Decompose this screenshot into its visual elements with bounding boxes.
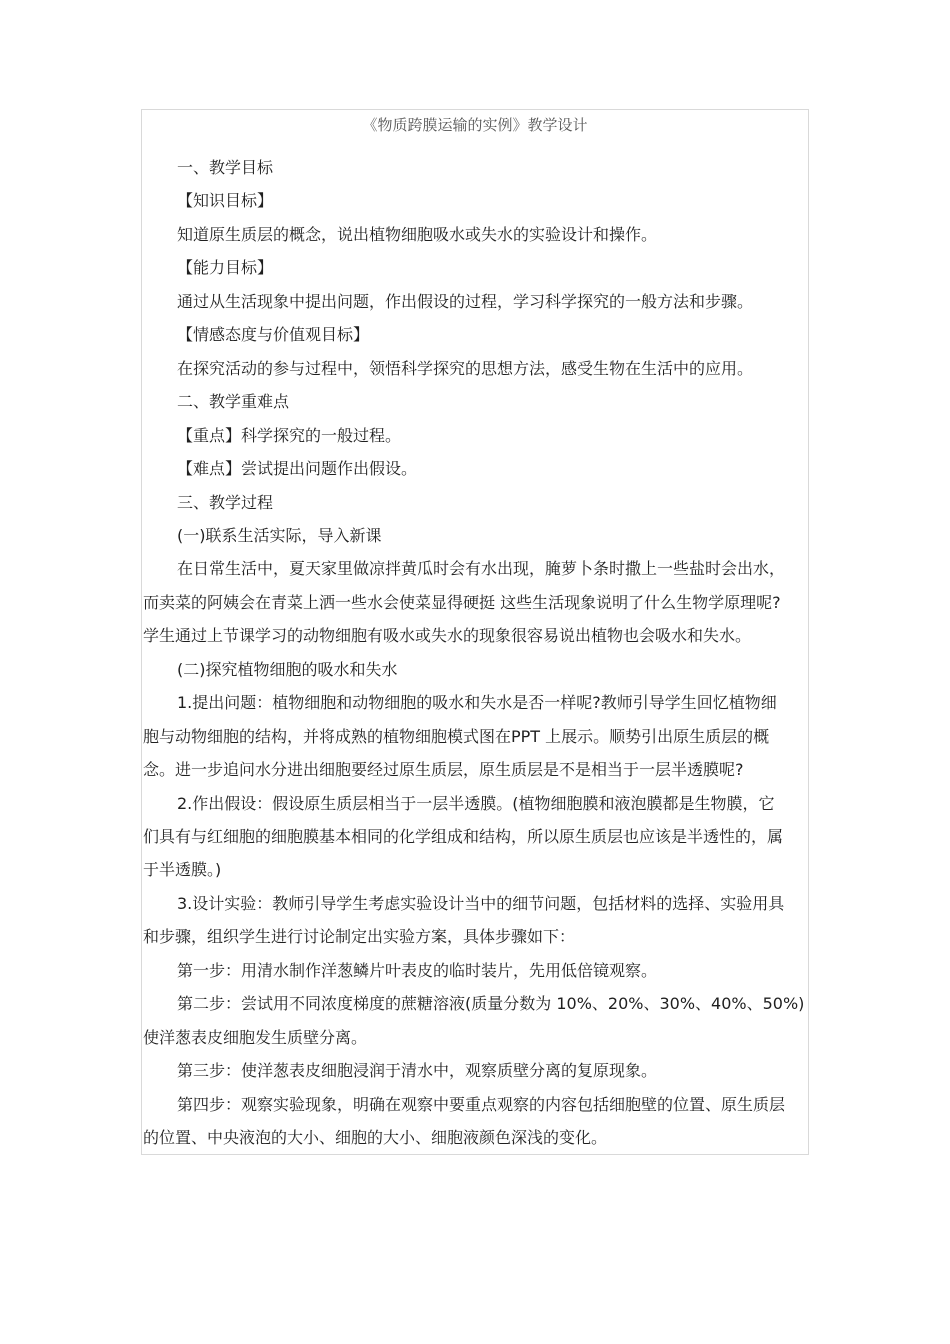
text-line: 而卖菜的阿姨会在青菜上洒一些水会使菜显得硬挺 这些生活现象说明了什么生物学原理呢? bbox=[143, 592, 781, 612]
document-title: 《物质跨膜运输的实例》教学设计 bbox=[362, 116, 588, 134]
text-line: 1.提出问题：植物细胞和动物细胞的吸水和失水是否一样呢?教师引导学生回忆植物细 bbox=[177, 693, 777, 713]
text-line: (一)联系生活实际，导入新课 bbox=[177, 525, 382, 545]
text-line: 3.设计实验：教师引导学生考虑实验设计当中的细节问题，包括材料的选择、实验用具 bbox=[177, 893, 785, 913]
text-line: 在探究活动的参与过程中，领悟科学探究的思想方法，感受生物在生活中的应用。 bbox=[177, 358, 754, 378]
text-line: 第三步：使洋葱表皮细胞浸润于清水中，观察质壁分离的复原现象。 bbox=[177, 1061, 658, 1081]
text-line: 第一步：用清水制作洋葱鳞片叶表皮的临时装片，先用低倍镜观察。 bbox=[177, 960, 658, 980]
text-line: 三、教学过程 bbox=[177, 492, 274, 512]
text-line: (二)探究植物细胞的吸水和失水 bbox=[177, 659, 398, 679]
text-line: 二、教学重难点 bbox=[177, 392, 290, 412]
text-line: 知道原生质层的概念，说出植物细胞吸水或失水的实验设计和操作。 bbox=[177, 224, 658, 244]
text-line: 的位置、中央液泡的大小、细胞的大小、细胞液颜色深浅的变化。 bbox=[143, 1128, 608, 1148]
text-line: 胞与动物细胞的结构，并将成熟的植物细胞模式图在PPT 上展示。顺势引出原生质层的概 bbox=[143, 726, 770, 746]
text-line: 【难点】尝试提出问题作出假设。 bbox=[177, 459, 418, 479]
text-line: 第二步：尝试用不同浓度梯度的蔗糖溶液(质量分数为 10%、20%、30%、40%、50%) bbox=[177, 994, 805, 1014]
text-line: 2.作出假设：假设原生质层相当于一层半透膜。(植物细胞膜和液泡膜都是生物膜，它 bbox=[177, 793, 775, 813]
text-line: 在日常生活中，夏天家里做凉拌黄瓜时会有水出现，腌萝卜条时撒上一些盐时会出水， bbox=[177, 559, 786, 579]
text-line: 【能力目标】 bbox=[177, 258, 274, 278]
text-line: 使洋葱表皮细胞发生质壁分离。 bbox=[143, 1027, 368, 1047]
text-line: 于半透膜。) bbox=[143, 860, 222, 880]
text-line: 和步骤，组织学生进行讨论制定出实验方案，具体步骤如下： bbox=[143, 927, 576, 947]
text-line: 通过从生活现象中提出问题，作出假设的过程，学习科学探究的一般方法和步骤。 bbox=[177, 291, 754, 311]
text-line: 念。进一步追问水分进出细胞要经过原生质层，原生质层是不是相当于一层半透膜呢? bbox=[143, 760, 744, 780]
text-line: 第四步：观察实验现象，明确在观察中要重点观察的内容包括细胞壁的位置、原生质层 bbox=[177, 1094, 786, 1114]
text-line: 【知识目标】 bbox=[177, 191, 274, 211]
text-line: 【重点】科学探究的一般过程。 bbox=[177, 425, 402, 445]
text-line: 一、教学目标 bbox=[177, 158, 274, 177]
text-line: 学生通过上节课学习的动物细胞有吸水或失水的现象很容易说出植物也会吸水和失水。 bbox=[143, 626, 752, 646]
text-line: 们具有与红细胞的细胞膜基本相同的化学组成和结构，所以原生质层也应该是半透性的，属 bbox=[143, 827, 784, 846]
text-line: 【情感态度与价值观目标】 bbox=[177, 325, 370, 345]
